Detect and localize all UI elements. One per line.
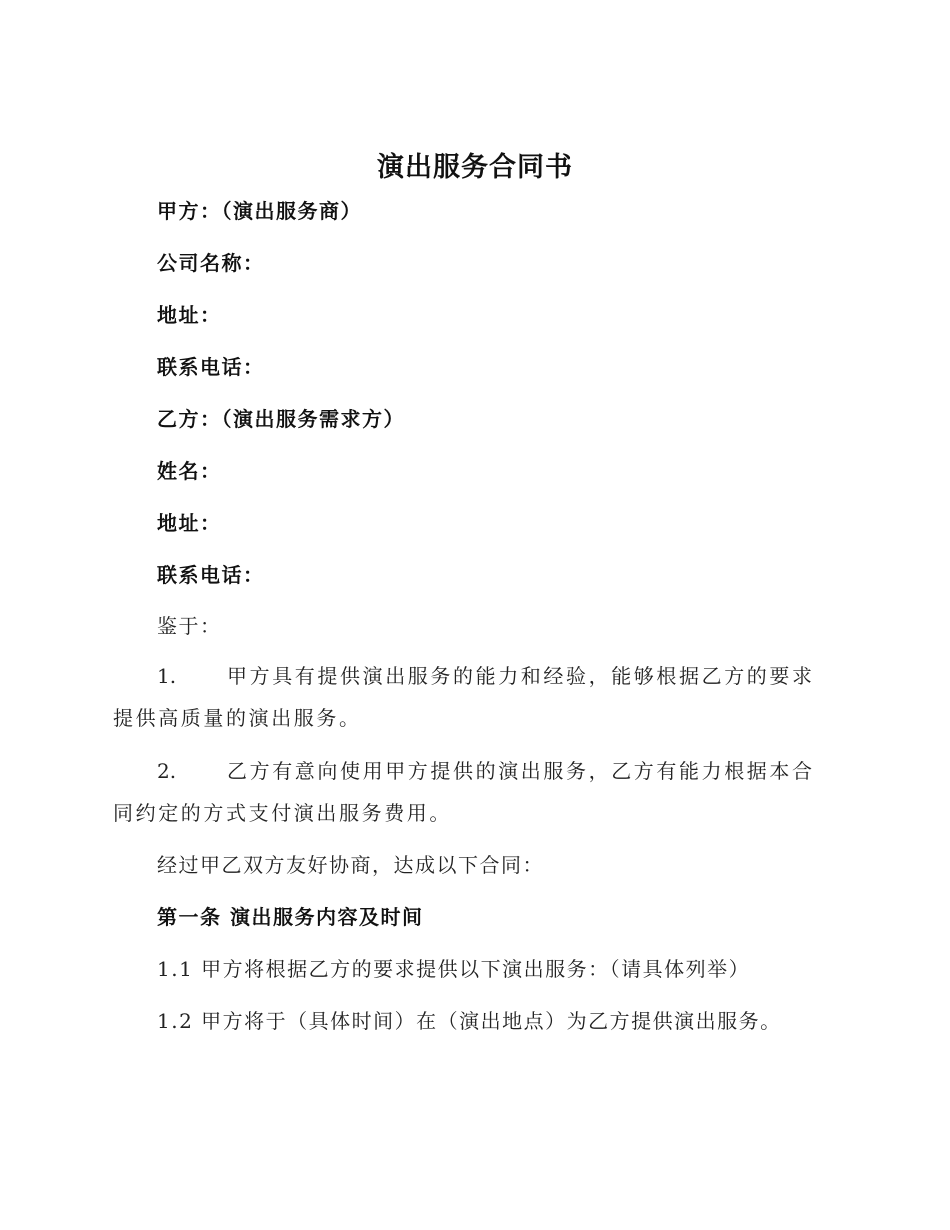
party-b-name-label: 姓名： xyxy=(157,459,222,483)
recital-number: 1. xyxy=(157,664,177,688)
clause-1-1: 1.1 甲方将根据乙方的要求提供以下演出服务：（请具体列举） xyxy=(157,957,751,981)
recital-item xyxy=(113,655,833,739)
recital-number: 2. xyxy=(157,759,177,783)
party-b-phone-label: 联系电话： xyxy=(157,563,265,587)
party-b-address-label: 地址： xyxy=(157,511,222,535)
party-a-address-label: 地址： xyxy=(157,303,222,327)
recital-text: 甲方具有提供演出服务的能力和经验，能够根据乙方的要求提供高质量的演出服务。 xyxy=(113,664,815,730)
party-a-phone-label: 联系电话： xyxy=(157,355,265,379)
recital-text: 乙方有意向使用甲方提供的演出服务，乙方有能力根据本合同约定的方式支付演出服务费用。 xyxy=(113,759,815,825)
party-b-heading: 乙方：（演出服务需求方） xyxy=(157,407,405,431)
party-a-company-label: 公司名称： xyxy=(157,251,265,275)
whereas-label: 鉴于： xyxy=(157,614,222,638)
party-a-heading: 甲方：（演出服务商） xyxy=(157,199,362,223)
recital-item xyxy=(113,750,833,834)
article-1-heading: 第一条 演出服务内容及时间 xyxy=(157,905,424,929)
clause-1-2: 1.2 甲方将于（具体时间）在（演出地点）为乙方提供演出服务。 xyxy=(157,1009,782,1033)
agreement-intro: 经过甲乙双方友好协商，达成以下合同： xyxy=(157,853,544,877)
contract-title: 演出服务合同书 xyxy=(377,152,573,183)
